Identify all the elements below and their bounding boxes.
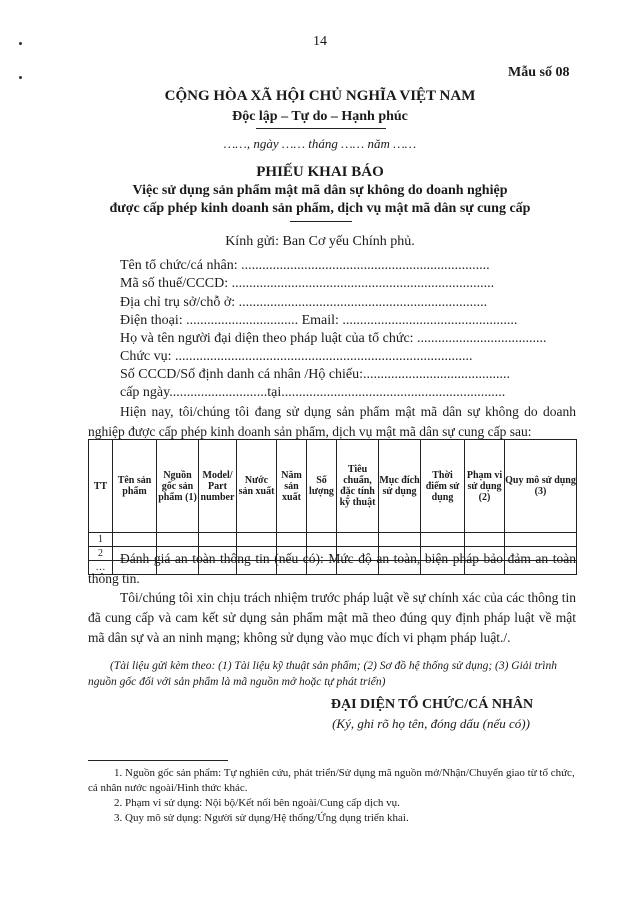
table-cell bbox=[277, 533, 307, 547]
col-header: Tên sản phẩm bbox=[113, 440, 157, 533]
col-header: Thời điểm sử dụng bbox=[421, 440, 465, 533]
commitment-paragraph: Tôi/chúng tôi xin chịu trách nhiệm trước pháp luật về sự chính xác của các thông tin đã cung cấp và cam kết sử dụng sản phẩm mật mã theo đúng quy định pháp luật về mật mã dân sự và an ninh mạng; không sử dụng vào mục đích vi phạm pháp luật./. bbox=[88, 590, 576, 645]
field-issue-date-place: cấp ngày............................tại................................................................ bbox=[120, 385, 506, 400]
col-header: Năm sản xuất bbox=[277, 440, 307, 533]
table-cell bbox=[379, 533, 421, 547]
footnote-3: 3. Quy mô sử dụng: Người sử dụng/Hệ thống/Ứng dụng triển khai. bbox=[114, 812, 409, 824]
col-header: Tiêu chuẩn, đặc tính kỹ thuật bbox=[337, 440, 379, 533]
form-subtitle-line2: được cấp phép kinh doanh sản phẩm, dịch vụ mật mã dân sự cung cấp bbox=[109, 201, 531, 216]
security-assessment-paragraph: Đánh giá an toàn thông tin (nếu có): Mức độ an toàn, biện pháp bảo đảm an toàn thông tin. bbox=[88, 551, 576, 586]
col-header: Quy mô sử dụng (3) bbox=[505, 440, 577, 533]
form-subtitle-line1: Việc sử dụng sản phẩm mật mã dân sự không do doanh nghiệp bbox=[132, 183, 508, 198]
field-organization-name: Tên tổ chức/cá nhân: ....................................................................... bbox=[120, 258, 490, 273]
country-name: CỘNG HÒA XÃ HỘI CHỦ NGHĨA VIỆT NAM bbox=[164, 88, 476, 104]
field-tax-id: Mã số thuế/CCCD: ........................................................................... bbox=[120, 276, 495, 291]
attachments-note: (Tài liệu gửi kèm theo: (1) Tài liệu kỹ thuật sản phẩm; (2) Sơ đồ hệ thống sử dụng; (3) Giải trình nguồn gốc đối với sản phẩm là mã nguồn mở hoặc tự phát triển) bbox=[88, 660, 557, 688]
table-header-row bbox=[89, 440, 577, 533]
recipient-line: Kính gửi: Ban Cơ yếu Chính phủ. bbox=[225, 234, 415, 249]
table-cell bbox=[465, 533, 505, 547]
table-cell bbox=[337, 533, 379, 547]
scan-speck-left bbox=[19, 76, 22, 79]
footnote-separator bbox=[88, 760, 228, 761]
table-cell bbox=[113, 533, 157, 547]
form-title: PHIẾU KHAI BÁO bbox=[256, 164, 384, 180]
title-underline bbox=[290, 221, 352, 222]
form-code: Mẫu số 08 bbox=[508, 65, 570, 80]
col-header: Model/ Part number bbox=[199, 440, 237, 533]
table-cell bbox=[307, 533, 337, 547]
motto: Độc lập – Tự do – Hạnh phúc bbox=[232, 109, 408, 124]
page-number: 14 bbox=[313, 34, 327, 49]
col-header: Số lượng bbox=[307, 440, 337, 533]
table-cell bbox=[505, 533, 577, 547]
col-header: Nước sản xuất bbox=[237, 440, 277, 533]
table-cell: 2 bbox=[89, 547, 113, 561]
table-cell: 1 bbox=[89, 533, 113, 547]
date-line: ……, ngày …… tháng …… năm …… bbox=[223, 136, 417, 151]
table-cell: … bbox=[89, 561, 113, 575]
signature-title: ĐẠI DIỆN TỔ CHỨC/CÁ NHÂN bbox=[330, 697, 534, 712]
signature-note: (Ký, ghi rõ họ tên, đóng dấu (nếu có)) bbox=[332, 716, 530, 731]
motto-underline bbox=[256, 128, 386, 129]
field-position: Chức vụ: ..................................................................................... bbox=[120, 349, 473, 364]
table-cell bbox=[421, 533, 465, 547]
field-address: Địa chỉ trụ sở/chỗ ở: ....................................................................... bbox=[120, 295, 488, 310]
col-header: Phạm vi sử dụng (2) bbox=[465, 440, 505, 533]
col-header: Mục đích sử dụng bbox=[379, 440, 421, 533]
table-cell bbox=[237, 533, 277, 547]
table-cell bbox=[199, 533, 237, 547]
field-phone-email: Điện thoại: ................................ Email: .................................................. bbox=[120, 313, 518, 328]
intro-paragraph: Hiện nay, tôi/chúng tôi đang sử dụng sản phẩm mật mã dân sự không do doanh nghiệp được cấp phép kinh doanh sản phẩm, dịch vụ mật mã dân sự cung cấp sau: bbox=[88, 404, 576, 439]
table-row bbox=[89, 533, 577, 547]
table-cell bbox=[157, 533, 199, 547]
col-header: Nguồn gốc sản phẩm (1) bbox=[157, 440, 199, 533]
field-id-number: Số CCCD/Số định danh cá nhân /Hộ chiếu:.......................................... bbox=[120, 367, 511, 382]
col-header: TT bbox=[89, 440, 113, 533]
field-legal-representative: Họ và tên người đại diện theo pháp luật của tổ chức: ..................................... bbox=[120, 331, 547, 346]
footnote-2: 2. Phạm vi sử dụng: Nội bộ/Kết nối bên ngoài/Cung cấp dịch vụ. bbox=[114, 797, 400, 809]
footnote-1: 1. Nguồn gốc sản phẩm: Tự nghiên cứu, phát triển/Sử dụng mã nguồn mở/Nhận/Chuyển giao từ tổ chức, cá nhân nước ngoài/Hình thức khác. bbox=[88, 767, 575, 794]
